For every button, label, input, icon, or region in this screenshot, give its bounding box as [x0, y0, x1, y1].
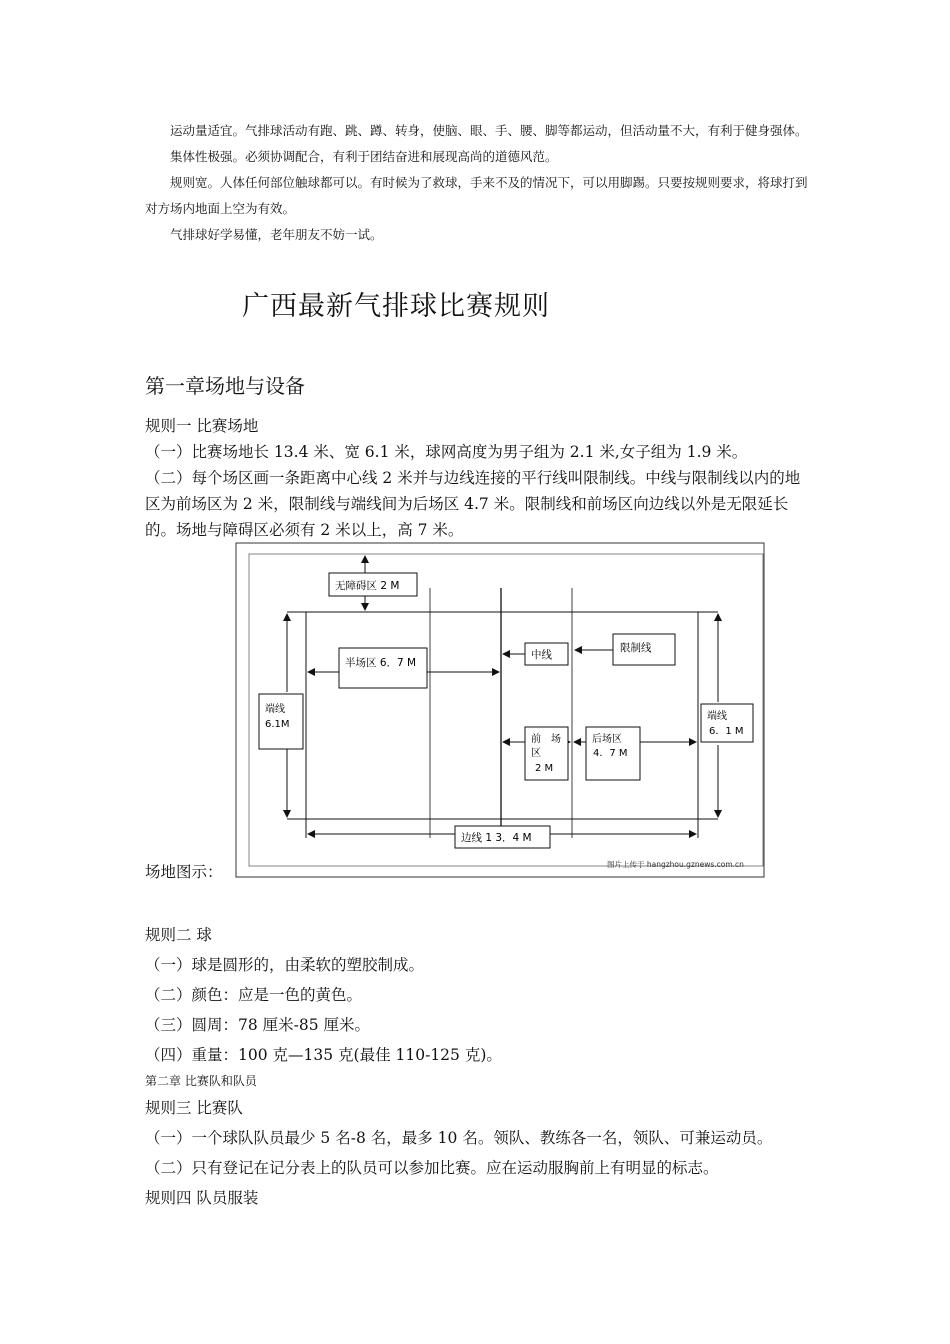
rule-3-item-1: （一）一个球队队员最少 5 名-8 名，最多 10 名。领队、教练各一名，领队、可兼运动员。: [145, 1129, 773, 1147]
free-zone-label: 无障碍区 2 M: [335, 580, 400, 592]
rule-1-heading: 规则一 比赛场地: [145, 417, 259, 435]
front-court-label-3: 2 M: [535, 763, 554, 774]
rule-2-item-1: （一）球是圆形的，由柔软的塑胶制成。: [145, 956, 425, 974]
court-diagram: [235, 542, 765, 878]
side-line-label: 边线 1 3．4 M: [461, 832, 532, 844]
rule-1-item-2: （二）每个场区画一条距离中心线 2 米并与边线连接的平行线叫限制线。中线与限制线以内的地区为前场区为 2 米，限制线与端线间为后场区 4.7 米。限制线和前场区向边线以外是无限延长的。场地与障碍区必须有 2 米以上，高 7 米。: [145, 469, 801, 539]
intro-paragraph-2: 集体性极强。必须协调配合，有利于团结奋进和展现高尚的道德风范。: [170, 150, 558, 164]
rule-2-item-4: （四）重量：100 克—135 克(最佳 110-125 克)。: [145, 1046, 502, 1064]
intro-section: [145, 118, 809, 248]
back-court-label-1: 后场区: [592, 734, 622, 745]
rule-2-heading: 规则二 球: [145, 926, 212, 944]
center-line-label: 中线: [531, 649, 552, 661]
back-court-label-2: 4．7 M: [593, 748, 628, 759]
chapter-1-heading: 第一章场地与设备: [145, 374, 305, 398]
left-end-line-label-2: 6.1M: [265, 719, 290, 730]
intro-paragraph-3: 规则宽。人体任何部位触球都可以。有时候为了救球，手来不及的情况下，可以用脚踢。只要按规则要求，将球打到对方场内地面上空为有效。: [145, 176, 808, 216]
rule-3-item-2: （二）只有登记在记分表上的队员可以参加比赛。应在运动服胸前上有明显的标志。: [145, 1159, 719, 1177]
rule-2-section: [145, 920, 809, 1070]
rule-1-section: [145, 413, 809, 543]
right-end-line-label-2: 6．1 M: [709, 726, 744, 737]
rule-2-item-2: （二）颜色：应是一色的黄色。: [145, 986, 363, 1004]
limit-line-label: 限制线: [620, 642, 652, 654]
intro-paragraph-4: 气排球好学易懂，老年朋友不妨一试。: [170, 228, 383, 242]
half-court-label: 半场区 6．7 M: [345, 657, 417, 669]
right-end-line-label-1: 端线: [707, 711, 727, 722]
front-court-label-1: 前 场: [531, 734, 561, 745]
front-court-label-2: 区: [531, 748, 541, 759]
figure-caption: 场地图示：: [145, 863, 223, 881]
rule-2-item-3: （三）圆周：78 厘米-85 厘米。: [145, 1016, 371, 1034]
court-diagram-svg: [235, 542, 765, 878]
intro-paragraph-1: 运动量适宜。气排球活动有跑、跳、蹲、转身，使脑、眼、手、腰、脚等都运动，但活动量不大，有利于健身强体。: [170, 124, 808, 138]
rule-4-heading: 规则四 队员服装: [145, 1189, 259, 1207]
rule-3-section: [145, 1093, 825, 1213]
diagram-watermark: 图片上传于 hangzhou.gznews.com.cn: [607, 860, 744, 869]
rule-1-item-1: （一）比赛场地长 13.4 米、宽 6.1 米，球网高度为男子组为 2.1 米,女子组为 1.9 米。: [145, 443, 748, 461]
left-end-line-label-1: 端线: [265, 704, 285, 715]
rule-3-heading: 规则三 比赛队: [145, 1099, 243, 1117]
chapter-2-heading: 第二章 比赛队和队员: [145, 1074, 257, 1088]
page-title: 广西最新气排球比赛规则: [242, 291, 550, 322]
